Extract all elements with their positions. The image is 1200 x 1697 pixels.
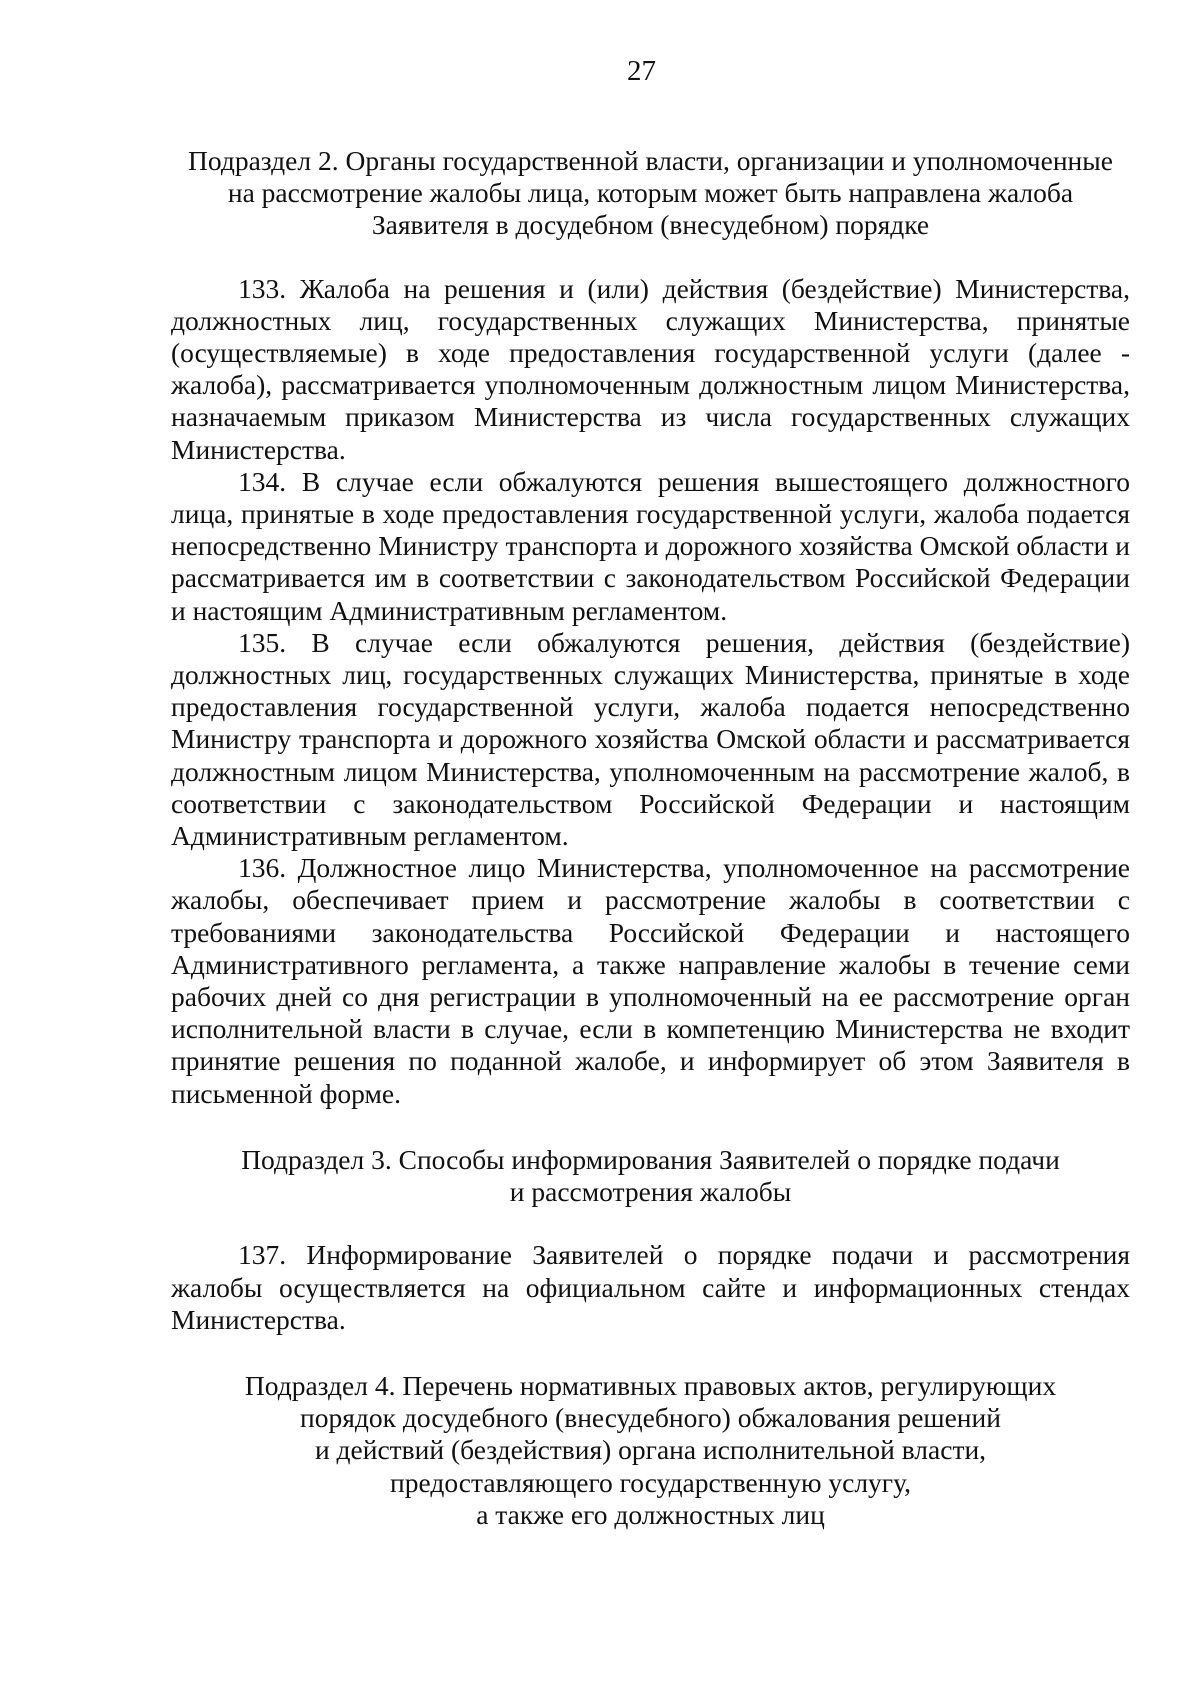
heading-line: Подраздел 4. Перечень нормативных правовых актов, регулирующих (244, 1369, 1057, 1401)
heading-line: и действий (бездействия) органа исполнительной власти, (314, 1434, 987, 1466)
heading-line: и рассмотрения жалобы (509, 1176, 792, 1208)
heading-line: на рассмотрение жалобы лица, которым может быть направлена жалоба (227, 177, 1074, 209)
paragraph-135: 135. В случае если обжалуются решения, действия (бездействие) должностных лиц, государственных служащих Министерства, принятые в ходе предоставления государственной услуги, жалоба подается непосредственно Министру транспорта и дорожного хозяйства Омской области и рассматривается должностным лицом Министерства, уполномоченным на рассмотрение жалоб, в соответствии с законодательством Российской Федерации и настоящим Административным регламентом. (171, 626, 1130, 852)
heading-line: Подраздел 2. Органы государственной власти, организации и уполномоченные (188, 145, 1113, 176)
heading-line: Заявителя в досудебном (внесудебном) порядке (371, 209, 930, 241)
paragraph-134: 134. В случае если обжалуются решения вышестоящего должностного лица, принятые в ходе предоставления государственной услуги, жалоба подается непосредственно Министру транспорта и дорожного хозяйства Омской области и рассматривается им в соответствии с законодательством Российской Федерации и настоящим Административным регламентом. (171, 465, 1130, 626)
spacer (171, 1336, 1130, 1370)
subsection-3-heading (171, 1144, 1130, 1208)
paragraph-133: 133. Жалоба на решения и (или) действия (бездействие) Министерства, должностных лиц, государственных служащих Министерства, принятые (осуществляемые) в ходе предоставления государственной услуги (далее - жалоба), рассматривается уполномоченным должностным лицом Министерства, назначаемым приказом Министерства из числа государственных служащих Министерства. (171, 272, 1130, 465)
heading-line: а также его должностных лиц (476, 1498, 825, 1530)
paragraph-136: 136. Должностное лицо Министерства, уполномоченное на рассмотрение жалобы, обеспечивает прием и рассмотрение жалобы в соответствии с требованиями законодательства Российской Федерации и настоящего Административного регламента, а также направление жалобы в течение семи рабочих дней со дня регистрации в уполномоченный на ее рассмотрение орган исполнительной власти в случае, если в компетенцию Министерства не входит принятие решения по поданной жалобе, и информирует об этом Заявителя в письменной форме. (171, 852, 1130, 1109)
heading-line: Подраздел 3. Способы информирования Заявителей о порядке подачи (241, 1143, 1060, 1175)
document-body (171, 145, 1130, 1531)
heading-line: предоставляющего государственную услугу, (390, 1466, 911, 1498)
paragraph-137: 137. Информирование Заявителей о порядке подачи и рассмотрения жалобы осуществляется на официальном сайте и информационных стендах Министерства. (171, 1239, 1130, 1335)
spacer (171, 242, 1130, 273)
heading-line: порядок досудебного (внесудебного) обжалования решений (300, 1402, 1001, 1434)
subsection-4-heading (171, 1370, 1130, 1531)
page-number: 27 (627, 55, 656, 87)
spacer (171, 1110, 1130, 1144)
spacer (171, 1208, 1130, 1239)
subsection-2-heading (171, 145, 1130, 242)
